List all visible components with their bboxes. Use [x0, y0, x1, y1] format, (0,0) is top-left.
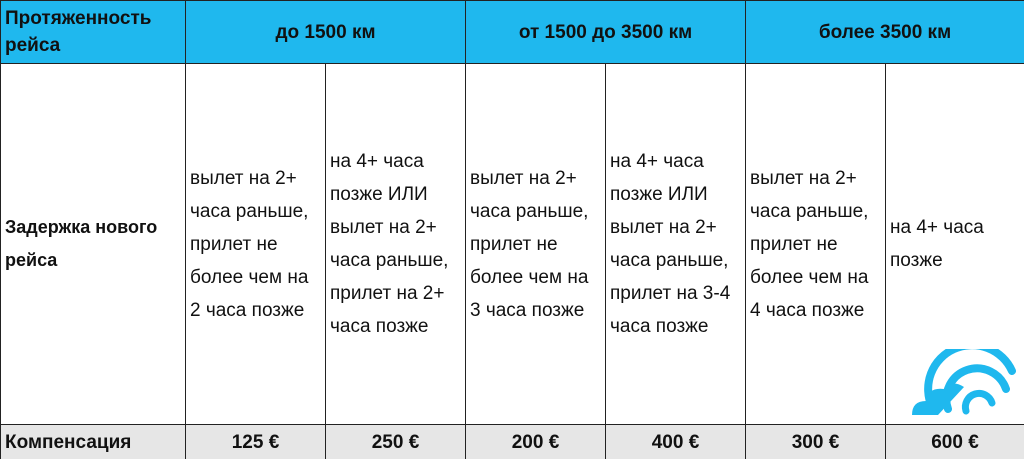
range-header-medium: от 1500 до 3500 км	[466, 1, 746, 64]
compensation-value: 250 €	[326, 425, 466, 459]
delay-cell: на 4+ часа позже ИЛИ вылет на 2+ часа раньше, прилет на 2+ часа позже	[326, 64, 466, 425]
delay-cell: на 4+ часа позже ИЛИ вылет на 2+ часа раньше, прилет на 3-4 часа позже	[606, 64, 746, 425]
header-row	[1, 1, 1024, 64]
compensation-value: 300 €	[746, 425, 886, 459]
header-row-label: Протяженность рейса	[1, 1, 186, 64]
delay-cell: вылет на 2+ часа раньше, прилет не более чем на 2 часа позже	[186, 64, 326, 425]
delay-cell: на 4+ часа позже	[886, 64, 1024, 425]
compensation-value: 400 €	[606, 425, 746, 459]
compensation-value: 200 €	[466, 425, 606, 459]
delay-cell: вылет на 2+ часа раньше, прилет не более чем на 3 часа позже	[466, 64, 606, 425]
compensation-row	[1, 425, 1024, 459]
range-header-long: более 3500 км	[746, 1, 1024, 64]
compensation-value: 600 €	[886, 425, 1024, 459]
delay-row-label: Задержка нового рейса	[1, 64, 186, 425]
compensation-row-label: Компенсация	[1, 425, 186, 459]
compensation-value: 125 €	[186, 425, 326, 459]
delay-row	[1, 64, 1024, 425]
cloud-wifi-icon	[908, 349, 1020, 419]
delay-cell: вылет на 2+ часа раньше, прилет не более чем на 4 часа позже	[746, 64, 886, 425]
range-header-short: до 1500 км	[186, 1, 466, 64]
